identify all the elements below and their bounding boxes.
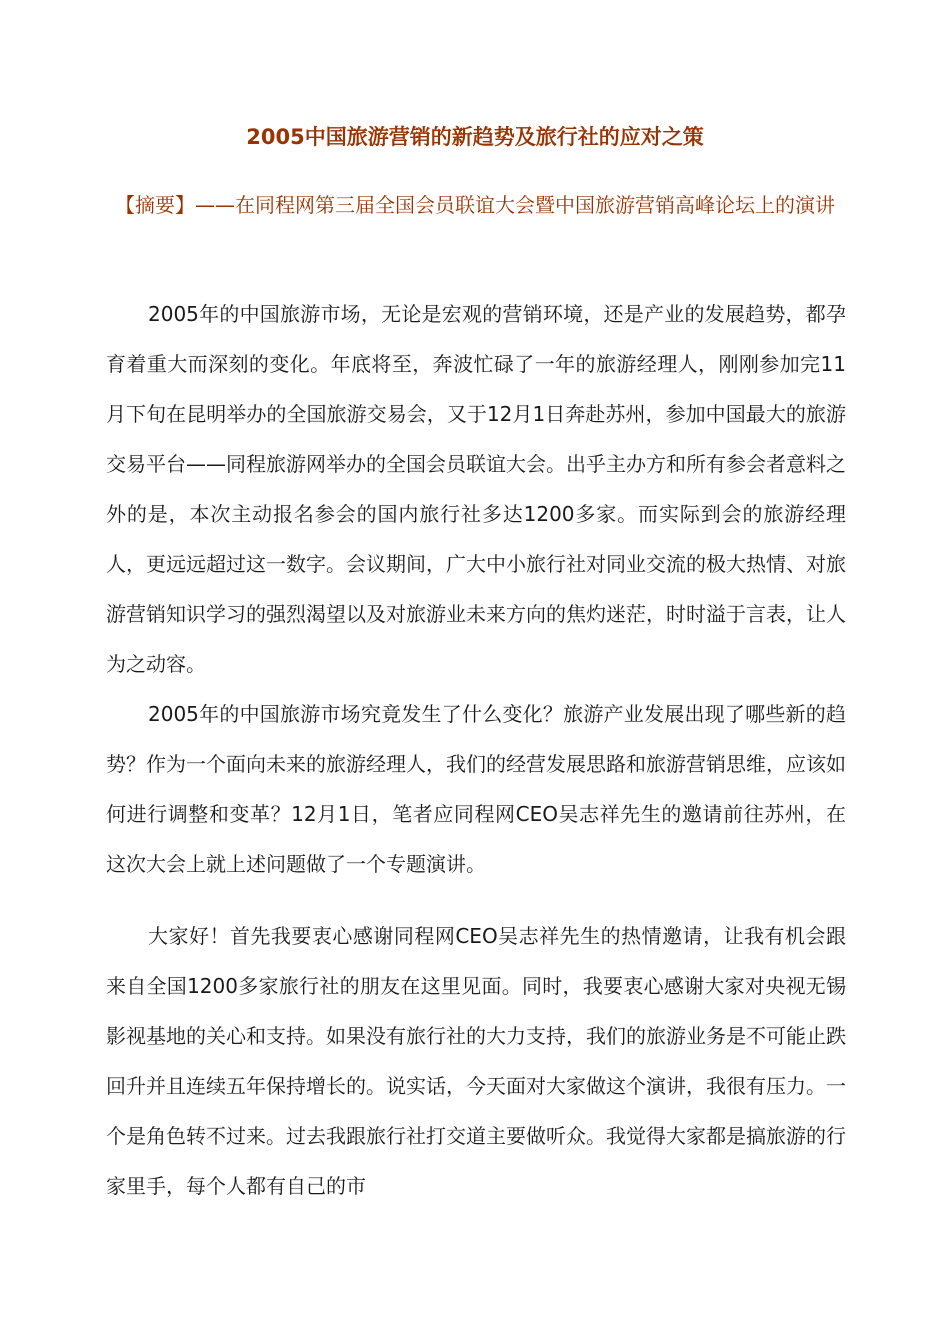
body-paragraph: 2005年的中国旅游市场，无论是宏观的营销环境，还是产业的发展趋势，都孕育着重大而深刻的变化。年底将至，奔波忙碌了一年的旅游经理人，刚刚参加完11月下旬在昆明举办的全国旅游交易会，又于12月1日奔赴苏州，参加中国最大的旅游交易平台——同程旅游网举办的全国会员联谊大会。出乎主办方和所有参会者意料之外的是，本次主动报名参会的国内旅行社多达1200多家。而实际到会的旅游经理人，更远远超过这一数字。会议期间，广大中小旅行社对同业交流的极大热情、对旅游营销知识学习的强烈渴望以及对旅游业未来方向的焦灼迷茫，时时溢于言表，让人为之动容。: [106, 302, 846, 676]
body-paragraph: 大家好！首先我要衷心感谢同程网CEO吴志祥先生的热情邀请，让我有机会跟来自全国1200多家旅行社的朋友在这里见面。同时，我要衷心感谢大家对央视无锡影视基地的关心和支持。如果没有旅行社的大力支持，我们的旅游业务是不可能止跌回升并且连续五年保持增长的。说实话，今天面对大家做这个演讲，我很有压力。一个是角色转不过来。过去我跟旅行社打交道主要做听众。我觉得大家都是搞旅游的行家里手，每个人都有自己的市: [106, 924, 846, 1198]
body-paragraph: 2005年的中国旅游市场究竟发生了什么变化？旅游产业发展出现了哪些新的趋势？作为一个面向未来的旅游经理人，我们的经营发展思路和旅游营销思维，应该如何进行调整和变革？12月1日，笔者应同程网CEO吴志祥先生的邀请前往苏州，在这次大会上就上述问题做了一个专题演讲。: [106, 702, 846, 876]
document-abstract: 【摘要】——在同程网第三届全国会员联谊大会暨中国旅游营销高峰论坛上的演讲: [115, 193, 835, 217]
document-title: 2005中国旅游营销的新趋势及旅行社的应对之策: [246, 125, 704, 149]
